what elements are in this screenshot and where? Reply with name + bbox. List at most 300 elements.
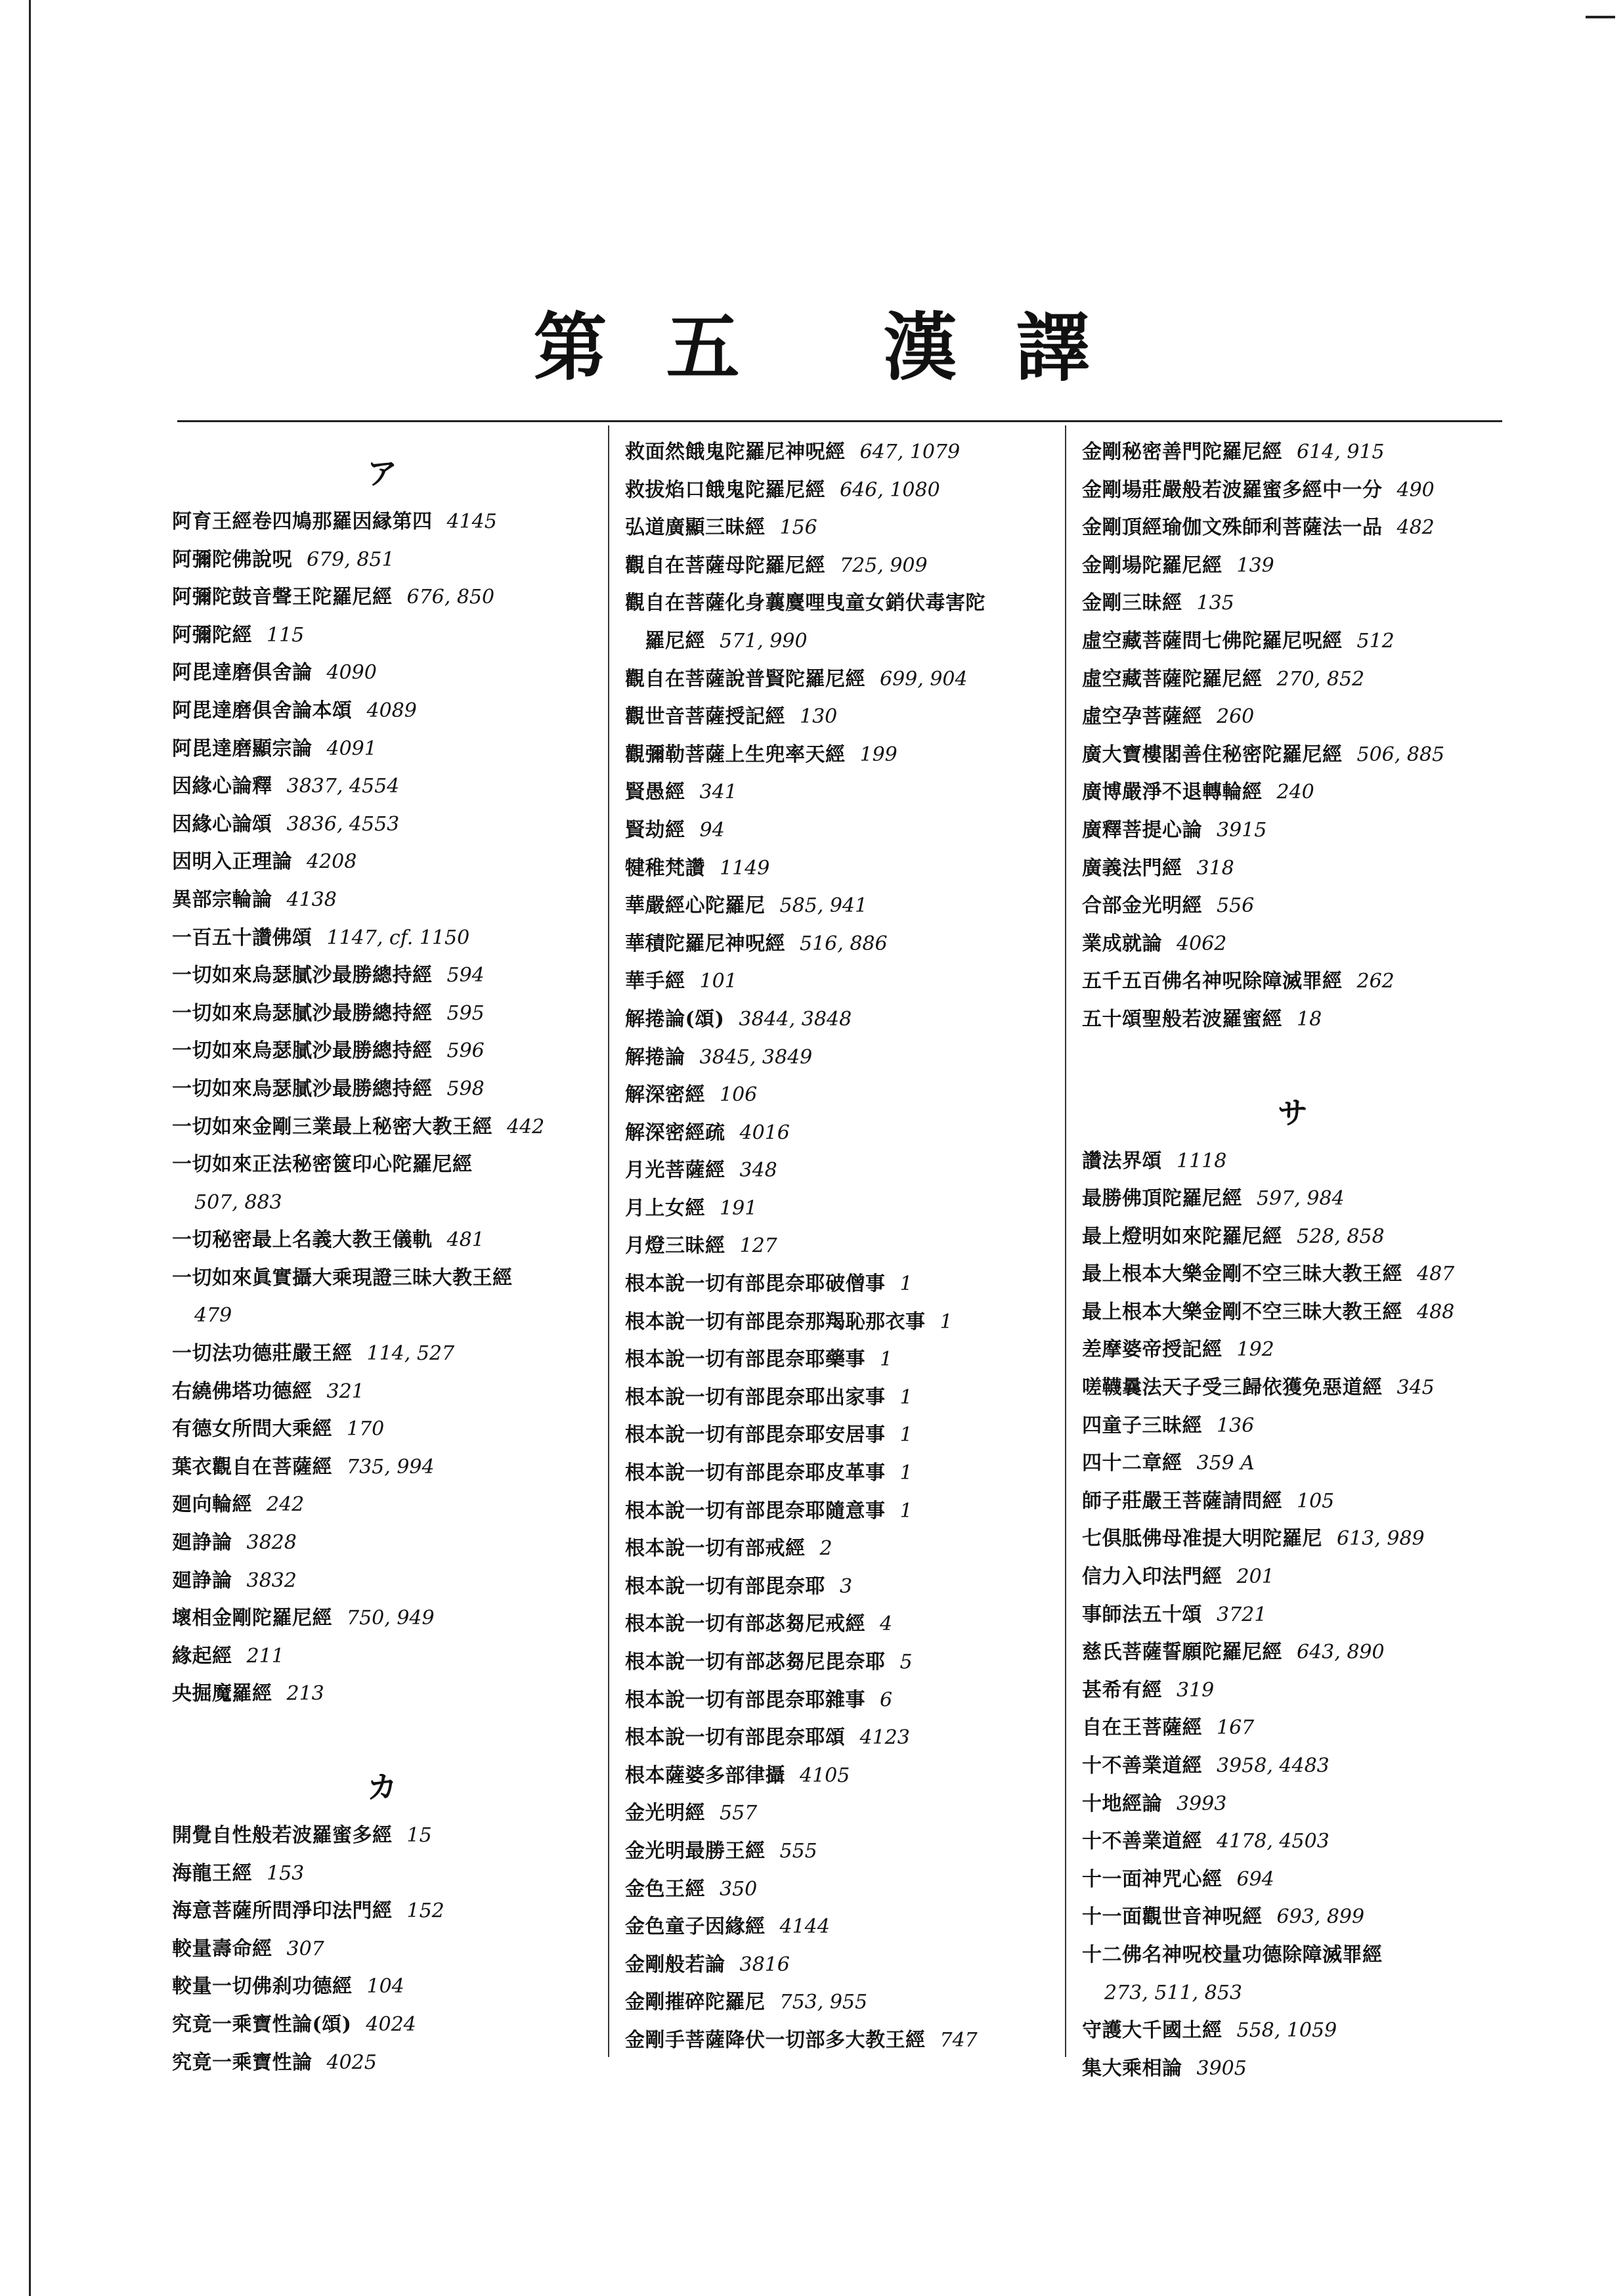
index-column-2 <box>625 433 1066 2060</box>
entry-title: 事師法五十頌 <box>1082 1603 1202 1626</box>
entry-title: 因緣心論釋 <box>172 775 272 798</box>
entry-number: 105 <box>1297 1489 1335 1513</box>
index-entry <box>625 1983 1066 2022</box>
entry-title: 賢劫經 <box>625 818 685 842</box>
entry-title: 阿彌陀鼓音聲王陀羅尼經 <box>172 586 393 609</box>
index-entry <box>1082 812 1504 850</box>
entry-title: 較量壽命經 <box>172 1937 272 1960</box>
entry-number: 512 <box>1356 629 1395 653</box>
index-entry <box>1082 1520 1504 1558</box>
entry-number: 101 <box>699 970 737 993</box>
index-entry <box>172 1070 592 1108</box>
index-entry <box>172 1675 592 1713</box>
index-entry <box>172 768 592 806</box>
entry-number: 1 <box>899 1385 913 1409</box>
index-entry <box>625 1152 1066 1190</box>
entry-title: 金光明經 <box>625 1802 705 1825</box>
entry-number: 4025 <box>326 2050 377 2074</box>
entry-number: 130 <box>800 705 838 729</box>
entry-title: 四十二章經 <box>1082 1452 1182 1475</box>
index-entry <box>172 1855 592 1893</box>
column-divider <box>608 425 609 2057</box>
index-entry <box>172 2044 592 2082</box>
index-entry <box>625 1946 1066 1984</box>
entry-number: 4145 <box>446 510 497 533</box>
index-entry <box>1082 1142 1504 1180</box>
entry-number: 594 <box>446 964 485 987</box>
entry-title: 阿毘達磨顯宗論 <box>172 737 313 760</box>
entry-number: 4090 <box>326 661 377 685</box>
index-entry <box>625 1265 1066 1303</box>
entry-number: 213 <box>286 1682 324 1706</box>
entry-number: 3828 <box>246 1531 297 1555</box>
entry-title: 十不善業道經 <box>1082 1754 1202 1777</box>
index-entry <box>625 2022 1066 2060</box>
entry-title: 一切如來正法秘密篋印心陀羅尼經 <box>172 1153 473 1177</box>
entry-number: 15 <box>406 1824 432 1847</box>
entry-number: 262 <box>1356 970 1395 993</box>
index-entry <box>1082 773 1504 812</box>
entry-number: 750, 949 <box>347 1607 435 1630</box>
entry-number: 3915 <box>1217 818 1267 842</box>
entry-number: 487 <box>1417 1263 1455 1286</box>
entry-number: 595 <box>446 1001 485 1025</box>
entry-title: 差摩婆帝授記經 <box>1082 1338 1223 1362</box>
index-entry <box>1082 1634 1504 1672</box>
entry-number: 1149 <box>720 856 770 880</box>
entry-title: 觀自在菩薩化身蘘麌哩曳童女銷伏毒害陀 <box>625 592 985 615</box>
index-entry <box>625 1076 1066 1114</box>
entry-number: 4091 <box>326 737 377 760</box>
entry-title: 一切如來眞實攝大乘現證三昧大教王經 <box>172 1266 513 1289</box>
entry-number: 18 <box>1297 1007 1322 1031</box>
entry-number: 3836, 4553 <box>286 812 400 836</box>
entry-number: 3816 <box>739 1953 790 1976</box>
entry-title: 五千五百佛名神呪除障滅罪經 <box>1082 970 1343 993</box>
index-entry <box>1082 1785 1504 1823</box>
entry-title: 十一面觀世音神呪經 <box>1082 1905 1263 1929</box>
entry-number: 4016 <box>739 1121 790 1144</box>
entry-number: 1118 <box>1177 1149 1227 1173</box>
entry-title: 根本說一切有部毘奈耶出家事 <box>625 1385 886 1409</box>
entry-number: 1 <box>899 1423 913 1447</box>
entry-number: 647, 1079 <box>859 441 961 464</box>
index-entry <box>172 1410 592 1448</box>
index-entry <box>1082 1483 1504 1521</box>
entry-title: 根本說一切有部戒經 <box>625 1537 806 1561</box>
entry-number: 3844, 3848 <box>739 1007 852 1031</box>
entry-title: 壞相金剛陀羅尼經 <box>172 1607 332 1630</box>
entry-title: 犍稚梵讚 <box>625 856 705 880</box>
entry-title: 七俱胝佛母准提大明陀羅尼 <box>1082 1527 1322 1551</box>
entry-number: 596 <box>446 1039 485 1063</box>
index-entry <box>1082 1331 1504 1369</box>
index-entry <box>625 1341 1066 1379</box>
index-entry <box>625 661 1066 699</box>
entry-number: 3993 <box>1177 1792 1227 1815</box>
index-entry <box>172 730 592 768</box>
index-entry <box>172 654 592 692</box>
entry-title: 虛空藏菩薩問七佛陀羅尼呪經 <box>1082 629 1343 653</box>
entry-title: 因緣心論頌 <box>172 812 272 836</box>
entry-number: 94 <box>699 818 725 842</box>
entry-title: 最上根本大樂金剛不空三昧大教王經 <box>1082 1300 1402 1324</box>
index-entry <box>172 1892 592 1930</box>
entry-title: 解捲論 <box>625 1045 685 1069</box>
entry-title: 較量一切佛刹功德經 <box>172 1975 353 1999</box>
index-entry <box>172 1221 592 1259</box>
entry-title: 一百五十讚佛頌 <box>172 926 313 949</box>
entry-title: 一切如來金剛三業最上秘密大教王經 <box>172 1115 492 1138</box>
index-entry <box>625 1227 1066 1265</box>
entry-title: 最勝佛頂陀羅尼經 <box>1082 1187 1242 1211</box>
index-entry <box>172 843 592 881</box>
entry-title: 根本說一切有部毘奈耶 <box>625 1574 825 1598</box>
entry-title: 一切秘密最上名義大教王儀軌 <box>172 1228 433 1252</box>
index-entry <box>172 806 592 844</box>
entry-number: 3832 <box>246 1569 297 1592</box>
entry-title: 虛空孕菩薩經 <box>1082 705 1202 729</box>
entry-title: 解深密經疏 <box>625 1121 725 1144</box>
index-entry <box>1082 1558 1504 1596</box>
index-entry <box>1082 2012 1504 2050</box>
entry-title: 根本說一切有部毘奈那羯恥那衣事 <box>625 1310 926 1333</box>
entry-title: 慈氏菩薩誓願陀羅尼經 <box>1082 1641 1282 1664</box>
entry-title: 根本說一切有部毘奈耶破僧事 <box>625 1272 886 1296</box>
index-entry <box>172 1599 592 1637</box>
entry-number: 735, 994 <box>347 1455 435 1479</box>
entry-title: 有德女所問大乘經 <box>172 1418 332 1441</box>
entry-title: 廻諍論 <box>172 1569 232 1592</box>
index-entry <box>172 1968 592 2006</box>
entry-title: 廣博嚴淨不退轉輪經 <box>1082 781 1263 804</box>
entry-title: 金剛場陀羅尼經 <box>1082 553 1223 577</box>
entry-number: 1 <box>899 1462 913 1485</box>
entry-number: 318 <box>1196 856 1234 880</box>
index-entry <box>625 925 1066 963</box>
entry-title: 羅尼經 <box>625 629 705 653</box>
entry-title: 廻向輪經 <box>172 1493 252 1517</box>
index-entry <box>1082 1255 1504 1293</box>
entry-number: 679, 851 <box>307 548 395 571</box>
entry-number: 479 <box>194 1304 232 1328</box>
index-entry <box>1082 509 1504 547</box>
entry-title: 根本說一切有部苾芻尼毘奈耶 <box>625 1651 886 1674</box>
entry-number: 127 <box>739 1234 777 1258</box>
index-entry <box>1082 547 1504 585</box>
entry-title: 合部金光明經 <box>1082 894 1202 918</box>
entry-title: 金色童子因緣經 <box>625 1915 766 1939</box>
entry-number: 442 <box>507 1115 545 1138</box>
entry-title: 一切如來烏瑟膩沙最勝總持經 <box>172 1077 433 1100</box>
entry-number: 646, 1080 <box>840 478 940 502</box>
index-entry <box>172 1817 592 1855</box>
entry-number: 507, 883 <box>194 1190 282 1214</box>
entry-title: 觀世音菩薩授記經 <box>625 705 785 729</box>
entry-number: 694 <box>1236 1867 1274 1891</box>
entry-number: 614, 915 <box>1297 441 1385 464</box>
index-entry <box>625 1871 1066 1909</box>
entry-number: 4144 <box>779 1915 830 1939</box>
entry-number: 3958, 4483 <box>1217 1754 1330 1777</box>
entry-number: 2 <box>819 1537 833 1561</box>
entry-title: 阿毘達磨俱舍論本頌 <box>172 699 353 722</box>
entry-title: 賢愚經 <box>625 781 685 804</box>
index-entry <box>172 503 592 541</box>
entry-number: 156 <box>779 516 817 540</box>
index-entry <box>172 1335 592 1373</box>
entry-title: 華手經 <box>625 970 685 993</box>
entry-number: 4105 <box>800 1764 850 1787</box>
entry-title: 十不善業道經 <box>1082 1830 1202 1853</box>
index-entry <box>1082 1898 1504 1936</box>
entry-title: 金剛場莊嚴般若波羅蜜多經中一分 <box>1082 478 1383 502</box>
entry-number: 307 <box>286 1937 324 1960</box>
entry-title: 救面然餓鬼陀羅尼神呪經 <box>625 441 846 464</box>
entry-title: 阿毘達磨俱舍論 <box>172 661 313 685</box>
index-entry <box>625 547 1066 585</box>
index-entry <box>172 692 592 730</box>
index-entry <box>625 584 1066 622</box>
index-entry <box>1082 850 1504 888</box>
entry-title: 究竟一乘寶性論 <box>172 2050 313 2074</box>
entry-number: 481 <box>446 1228 485 1252</box>
index-entry <box>625 1568 1066 1606</box>
entry-number: 3905 <box>1196 2056 1247 2080</box>
entry-title: 業成就論 <box>1082 932 1162 955</box>
index-entry <box>625 1719 1066 1757</box>
entry-title: 守護大千國土經 <box>1082 2019 1223 2043</box>
entry-number: 211 <box>246 1644 284 1668</box>
entry-number: 170 <box>347 1418 385 1441</box>
entry-title: 阿彌陀經 <box>172 623 252 647</box>
entry-title: 自在王菩薩經 <box>1082 1716 1202 1740</box>
entry-number: 747 <box>940 2028 978 2052</box>
entry-title: 葉衣觀自在菩薩經 <box>172 1455 332 1479</box>
index-entry <box>172 578 592 617</box>
index-entry <box>625 1454 1066 1492</box>
entry-number: 4089 <box>366 699 417 722</box>
index-entry <box>172 1448 592 1486</box>
entry-title: 集大乘相論 <box>1082 2056 1182 2080</box>
entry-title: 根本說一切有部毘奈耶頌 <box>625 1726 846 1750</box>
entry-number: 3721 <box>1217 1603 1267 1626</box>
entry-title: 師子莊嚴王菩薩請問經 <box>1082 1489 1282 1513</box>
entry-title: 一切如來烏瑟膩沙最勝總持經 <box>172 1039 433 1063</box>
entry-number: 321 <box>326 1379 364 1403</box>
index-entry <box>1082 1218 1504 1256</box>
entry-number: 345 <box>1396 1376 1435 1400</box>
entry-number: 152 <box>406 1899 444 1923</box>
entry-title: 金剛頂經瑜伽文殊師利菩薩法一品 <box>1082 516 1383 540</box>
entry-number: 699, 904 <box>880 667 968 691</box>
index-entry <box>1082 1936 1504 2012</box>
entry-number: 153 <box>267 1861 305 1885</box>
entry-title: 最上燈明如來陀羅尼經 <box>1082 1224 1282 1248</box>
entry-number: 613, 989 <box>1337 1527 1425 1551</box>
entry-number: 693, 899 <box>1276 1905 1365 1929</box>
entry-title: 解捲論(頌) <box>625 1007 725 1031</box>
entry-number: 585, 941 <box>779 894 868 918</box>
entry-number: 556 <box>1217 894 1255 918</box>
entry-title: 信力入印法門經 <box>1082 1565 1223 1589</box>
index-column-1 <box>172 433 592 2081</box>
entry-title: 根本說一切有部毘奈耶安居事 <box>625 1423 886 1447</box>
entry-number: 115 <box>267 623 305 647</box>
entry-number: 3 <box>840 1574 853 1598</box>
index-entry <box>625 963 1066 1001</box>
entry-title: 根本說一切有部毘奈耶隨意事 <box>625 1499 886 1523</box>
entry-title: 異部宗輪論 <box>172 888 272 911</box>
index-entry <box>1082 1823 1504 1861</box>
entry-number: 725, 909 <box>840 553 928 577</box>
entry-title: 華嚴經心陀羅尼 <box>625 894 766 918</box>
entry-number: 597, 984 <box>1257 1187 1345 1211</box>
index-entry <box>625 1530 1066 1568</box>
entry-number: 1 <box>880 1348 893 1372</box>
entry-number: 242 <box>267 1493 305 1517</box>
entry-title: 根本說一切有部毘奈耶藥事 <box>625 1348 865 1372</box>
entry-number: 348 <box>739 1159 777 1182</box>
entry-title: 解深密經 <box>625 1083 705 1107</box>
entry-title: 廣大寶樓閣善住秘密陀羅尼經 <box>1082 743 1343 766</box>
index-entry <box>625 1190 1066 1228</box>
index-entry <box>172 1146 592 1221</box>
page-title: 第五 漢譯 <box>533 305 1149 391</box>
index-entry <box>1082 1293 1504 1332</box>
index-entry <box>625 1643 1066 1681</box>
index-entry <box>172 1930 592 1968</box>
index-entry <box>172 1486 592 1524</box>
entry-number: 350 <box>720 1877 758 1901</box>
index-entry <box>1082 471 1504 509</box>
entry-number: 5 <box>899 1651 913 1674</box>
entry-number: 571, 990 <box>720 629 808 653</box>
entry-number: 270, 852 <box>1276 667 1365 691</box>
entry-number: 488 <box>1417 1300 1455 1324</box>
entry-number: 490 <box>1396 478 1435 502</box>
index-entry <box>625 433 1066 471</box>
index-entry <box>625 1832 1066 1871</box>
entry-title: 金剛秘密善門陀羅尼經 <box>1082 441 1282 464</box>
index-entry <box>172 919 592 957</box>
index-entry <box>1082 661 1504 699</box>
entry-title: 觀彌勒菩薩上生兜率天經 <box>625 743 846 766</box>
index-entry <box>1082 1444 1504 1483</box>
entry-number: 1 <box>899 1272 913 1296</box>
index-entry <box>625 1001 1066 1039</box>
entry-number: 1 <box>899 1499 913 1523</box>
entry-title: 金色王經 <box>625 1877 705 1901</box>
entry-title: 廣釋菩提心論 <box>1082 818 1202 842</box>
index-entry <box>172 617 592 655</box>
page-corner-mark <box>1586 16 1615 18</box>
index-entry <box>625 1908 1066 1946</box>
entry-number: 4138 <box>286 888 337 911</box>
index-entry <box>625 736 1066 774</box>
index-entry <box>1082 698 1504 736</box>
entry-number: 240 <box>1276 781 1314 804</box>
index-entry <box>625 1492 1066 1530</box>
entry-title: 根本說一切有部毘奈耶雜事 <box>625 1688 865 1712</box>
entry-number: 558, 1059 <box>1236 2019 1337 2043</box>
entry-number: 191 <box>720 1196 758 1220</box>
entry-number: 598 <box>446 1077 485 1100</box>
index-entry <box>1082 963 1504 1001</box>
index-entry <box>1082 925 1504 963</box>
entry-title: 阿育王經卷四鳩那羅因縁第四 <box>172 510 433 533</box>
entry-title: 一切法功德莊嚴王經 <box>172 1342 353 1366</box>
entry-title: 究竟一乘寶性論(頌) <box>172 2012 352 2036</box>
entry-title: 開覺自性般若波羅蜜多經 <box>172 1824 393 1847</box>
index-entry <box>1082 736 1504 774</box>
index-entry <box>625 1039 1066 1077</box>
index-entry <box>1082 1369 1504 1407</box>
entry-title: 一切如來烏瑟膩沙最勝總持經 <box>172 1001 433 1025</box>
index-entry <box>625 1114 1066 1152</box>
entry-title: 讚法界頌 <box>1082 1149 1162 1173</box>
index-entry <box>625 471 1066 509</box>
entry-title: 海龍王經 <box>172 1861 252 1885</box>
entry-number: 528, 858 <box>1297 1224 1385 1248</box>
entry-number: 106 <box>720 1083 758 1107</box>
entry-title: 阿彌陀佛說呪 <box>172 548 292 571</box>
index-entry <box>625 509 1066 547</box>
entry-number: 341 <box>699 781 737 804</box>
header-rule <box>177 420 1502 422</box>
entry-number: 4062 <box>1177 932 1227 955</box>
entry-number: 260 <box>1217 705 1255 729</box>
index-entry <box>172 957 592 995</box>
index-entry <box>625 1379 1066 1417</box>
index-entry <box>172 881 592 919</box>
index-entry <box>625 812 1066 850</box>
index-entry <box>1082 1596 1504 1634</box>
section-heading: サ <box>1278 1094 1308 1131</box>
index-entry <box>625 622 1066 661</box>
entry-title: 五十頌聖般若波羅蜜經 <box>1082 1007 1282 1031</box>
entry-number: 135 <box>1196 592 1234 615</box>
section-heading: ア <box>367 456 397 491</box>
entry-title: 海意菩薩所問淨印法門經 <box>172 1899 393 1923</box>
entry-title: 嗟韈曩法天子受三歸依獲免惡道經 <box>1082 1376 1383 1400</box>
entry-number: 359 A <box>1196 1452 1255 1475</box>
entry-title: 最上根本大樂金剛不空三昧大教王經 <box>1082 1263 1402 1286</box>
index-entry <box>1082 1672 1504 1710</box>
index-entry <box>1082 1861 1504 1899</box>
index-entry <box>625 1794 1066 1832</box>
entry-title: 虛空藏菩薩陀羅尼經 <box>1082 667 1263 691</box>
entry-number: 201 <box>1236 1565 1274 1589</box>
entry-number: 4123 <box>859 1726 910 1750</box>
entry-number: 643, 890 <box>1297 1641 1385 1664</box>
entry-title: 金剛摧碎陀羅尼 <box>625 1991 766 2014</box>
index-entry <box>625 1681 1066 1720</box>
index-column-3 <box>1082 433 1504 2087</box>
index-entry <box>172 1032 592 1070</box>
entry-number: 676, 850 <box>406 586 495 609</box>
section-heading: カ <box>367 1769 397 1805</box>
entry-title: 廣義法門經 <box>1082 856 1182 880</box>
entry-title: 十地經論 <box>1082 1792 1162 1815</box>
entry-title: 十二佛名神呪校量功德除障滅罪經 <box>1082 1943 1383 1966</box>
index-entry <box>625 1605 1066 1643</box>
entry-title: 觀自在菩薩母陀羅尼經 <box>625 553 825 577</box>
entry-number: 555 <box>779 1839 817 1863</box>
entry-number: 1147, cf. 1150 <box>326 926 470 949</box>
entry-title: 右繞佛塔功德經 <box>172 1379 313 1403</box>
section-gap <box>1082 1039 1504 1073</box>
